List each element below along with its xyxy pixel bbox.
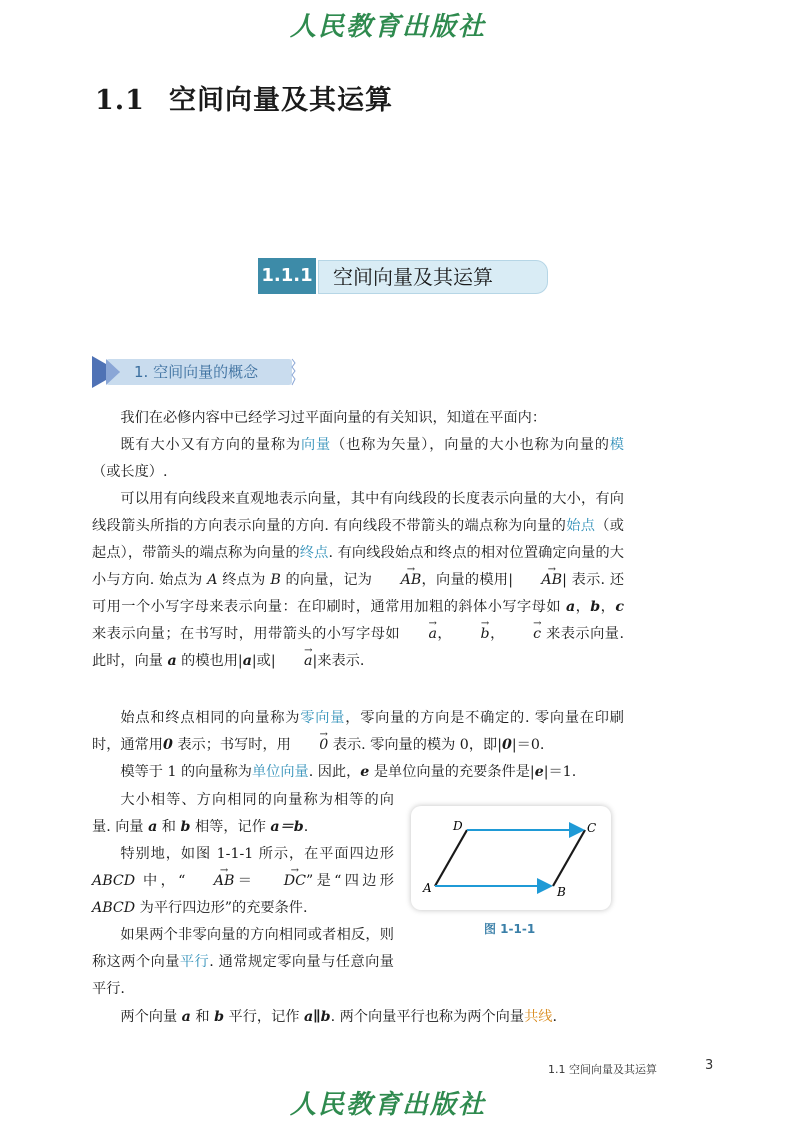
arrow-zero: → 0 [291, 732, 328, 759]
text-span: ＝ [234, 873, 256, 889]
text-span: 始点和终点相同的向量称为 [120, 710, 301, 726]
arrow-vector-c: → c [505, 621, 541, 648]
figure-1-1-1 [411, 806, 611, 910]
text-span: | 表示. 还可用一个小写字母来表示向量：在印刷时，通常用加粗的斜体小写字母如 [92, 572, 625, 615]
text-span: . 通常规定零向量与任意向量平行. [92, 954, 394, 997]
text-span: . 两个向量平行也称为两个向量 [330, 1009, 525, 1025]
keyword-collinear: 共线 [524, 1009, 553, 1025]
text-span: . 因此， [308, 764, 361, 780]
section-title: 空间向量及其运算 [333, 265, 493, 289]
text-span: 的向量，记为 [280, 572, 373, 588]
bold-zero: 0 [162, 737, 173, 753]
text-span: 来表示向量；在书写时，用带箭头的小写字母如 [92, 626, 401, 642]
keyword-vector: 向量 [300, 437, 332, 453]
paragraph-5 [92, 759, 624, 786]
vector-AB: → AB [513, 567, 562, 594]
bold-vector-a: a [242, 653, 252, 669]
side-AD [435, 830, 467, 886]
text-span: ， [600, 599, 616, 615]
bold-vector-b: b [214, 1009, 224, 1025]
bold-vector-e: e [534, 764, 544, 780]
section-banner [258, 258, 548, 294]
bold-parallel-expr: a∥b [303, 1009, 331, 1025]
math-B: B [270, 572, 281, 588]
paragraph-1 [92, 405, 624, 432]
paragraph-9 [92, 1004, 624, 1031]
chapter-title-text: 空间向量及其运算 [168, 85, 393, 116]
text-span: |或| [251, 653, 276, 669]
subsection-title: 1. 空间向量的概念 [134, 363, 259, 381]
text-span: |＝1. [543, 764, 577, 780]
text-span: 中，“ [135, 873, 186, 889]
page-number: 3 [705, 1058, 714, 1073]
text-span: 平行，记作 [224, 1009, 304, 1025]
label-B: B [557, 885, 566, 899]
bold-zero: 0 [502, 737, 512, 753]
paragraph-2 [92, 432, 624, 486]
text-span: . [303, 819, 309, 835]
text-span: 我们在必修内容中已经学习过平面向量的有关知识，知道在平面内： [120, 410, 547, 426]
keyword-parallel: 平行 [179, 954, 210, 970]
keyword-unit-vector: 单位向量 [251, 764, 309, 780]
text-span: . 有向线段始点和终点的相对位置确定向量的大小与方向. 始点为 [92, 545, 624, 588]
text-span: 大小相等、方向相同的向量称为相等的向量. 向量 [92, 792, 394, 835]
bold-vector-b: b [180, 819, 191, 835]
bold-vector-a: a [148, 819, 158, 835]
vector-AB: → AB [372, 567, 421, 594]
text-span: 模等于 1 的向量称为 [120, 764, 252, 780]
text-span: （或起点），带箭头的端点称为向量的 [92, 518, 624, 561]
text-span: 和 [190, 1009, 215, 1025]
keyword-start-point: 始点 [566, 518, 596, 534]
paragraph-8 [92, 922, 394, 1003]
label-D: D [453, 819, 463, 833]
text-span: 为平行四边形”的充要条件. [135, 900, 308, 916]
bold-vector-a: a [167, 653, 177, 669]
parallelogram-diagram [411, 806, 611, 910]
bold-vector-e: e [360, 764, 370, 780]
bold-vector-b: b [590, 599, 601, 615]
text-span: ，向量的模用| [421, 572, 514, 588]
arrow-vector-b: → b [452, 621, 489, 648]
publisher-logo-bottom: 人民教育出版社 [290, 1090, 487, 1120]
text-span: ， [575, 599, 591, 615]
paragraph-6 [92, 787, 394, 841]
text-span: 可以用有向线段来直观地表示向量，其中有向线段的长度表示向量的大小，有向线段箭头所指的方向表示向量的方向. 有向线段不带箭头的端点称为向量的 [92, 491, 624, 534]
math-ABCD: ABCD [92, 900, 136, 916]
arrow-vector-a: → a [276, 648, 313, 675]
label-C: C [587, 821, 597, 835]
keyword-zero-vector: 零向量 [300, 710, 346, 726]
text-span: |来表示. [312, 653, 365, 669]
math-A: A [207, 572, 218, 588]
text-span: 既有大小又有方向的量称为 [120, 437, 301, 453]
text-span: 如果两个非零向量的方向相同或者相反，则称这两个向量 [92, 927, 394, 970]
text-span: 是单位向量的充要条件是| [369, 764, 535, 780]
paragraph-4 [92, 705, 624, 759]
section-number: 1.1.1 [258, 258, 316, 294]
text-span: . [552, 1009, 557, 1025]
figure-caption: 图 1-1-1 [484, 922, 536, 936]
section-title-box [318, 260, 548, 294]
chapter-title [95, 78, 393, 117]
bold-vector-c: c [615, 599, 624, 615]
text-span: 相等，记作 [190, 819, 271, 835]
text-span: 终点为 [217, 572, 271, 588]
text-span: ”是“四边形 [305, 873, 394, 889]
chapter-number: 1.1 [95, 85, 145, 116]
keyword-modulus: 模 [609, 437, 624, 453]
bold-vector-a: a [181, 1009, 191, 1025]
text-span: ，零向量的方向是不确定的. 零向量在印刷时，通常用 [92, 710, 624, 753]
subsection-banner [92, 354, 297, 390]
text-span: 特别地，如图 1-1-1 所示，在平面四边形 [120, 846, 394, 862]
text-span: ， [489, 626, 505, 642]
text-span: （也称为矢量），向量的大小也称为向量的 [331, 437, 610, 453]
text-span: （或长度）. [92, 464, 168, 480]
text-span: 表示；书写时，用 [172, 737, 291, 753]
text-span: 的模也用| [176, 653, 243, 669]
text-span: ， [436, 626, 453, 642]
arrow-vector-a: → a [400, 621, 437, 648]
bold-equation-a-eq-b: a＝b [270, 819, 304, 835]
text-span: 表示. 零向量的模为 0，即| [328, 737, 502, 753]
text-span: |＝0. [511, 737, 545, 753]
label-A: A [423, 881, 432, 895]
paragraph-7 [92, 841, 394, 922]
bold-vector-a: a [565, 599, 576, 615]
vector-AB: → AB [185, 868, 234, 895]
publisher-logo-top: 人民教育出版社 [290, 12, 487, 42]
keyword-end-point: 终点 [299, 545, 329, 561]
side-BC [553, 830, 585, 886]
text-span: 两个向量 [120, 1009, 182, 1025]
footer-section-title: 1.1 空间向量及其运算 [548, 1063, 657, 1076]
vector-DC: → DC [255, 868, 306, 895]
paragraph-3 [92, 486, 624, 675]
text-span: 和 [157, 819, 181, 835]
math-ABCD: ABCD [92, 873, 136, 889]
text-span: 来表示向量. 此时，向量 [92, 626, 624, 669]
